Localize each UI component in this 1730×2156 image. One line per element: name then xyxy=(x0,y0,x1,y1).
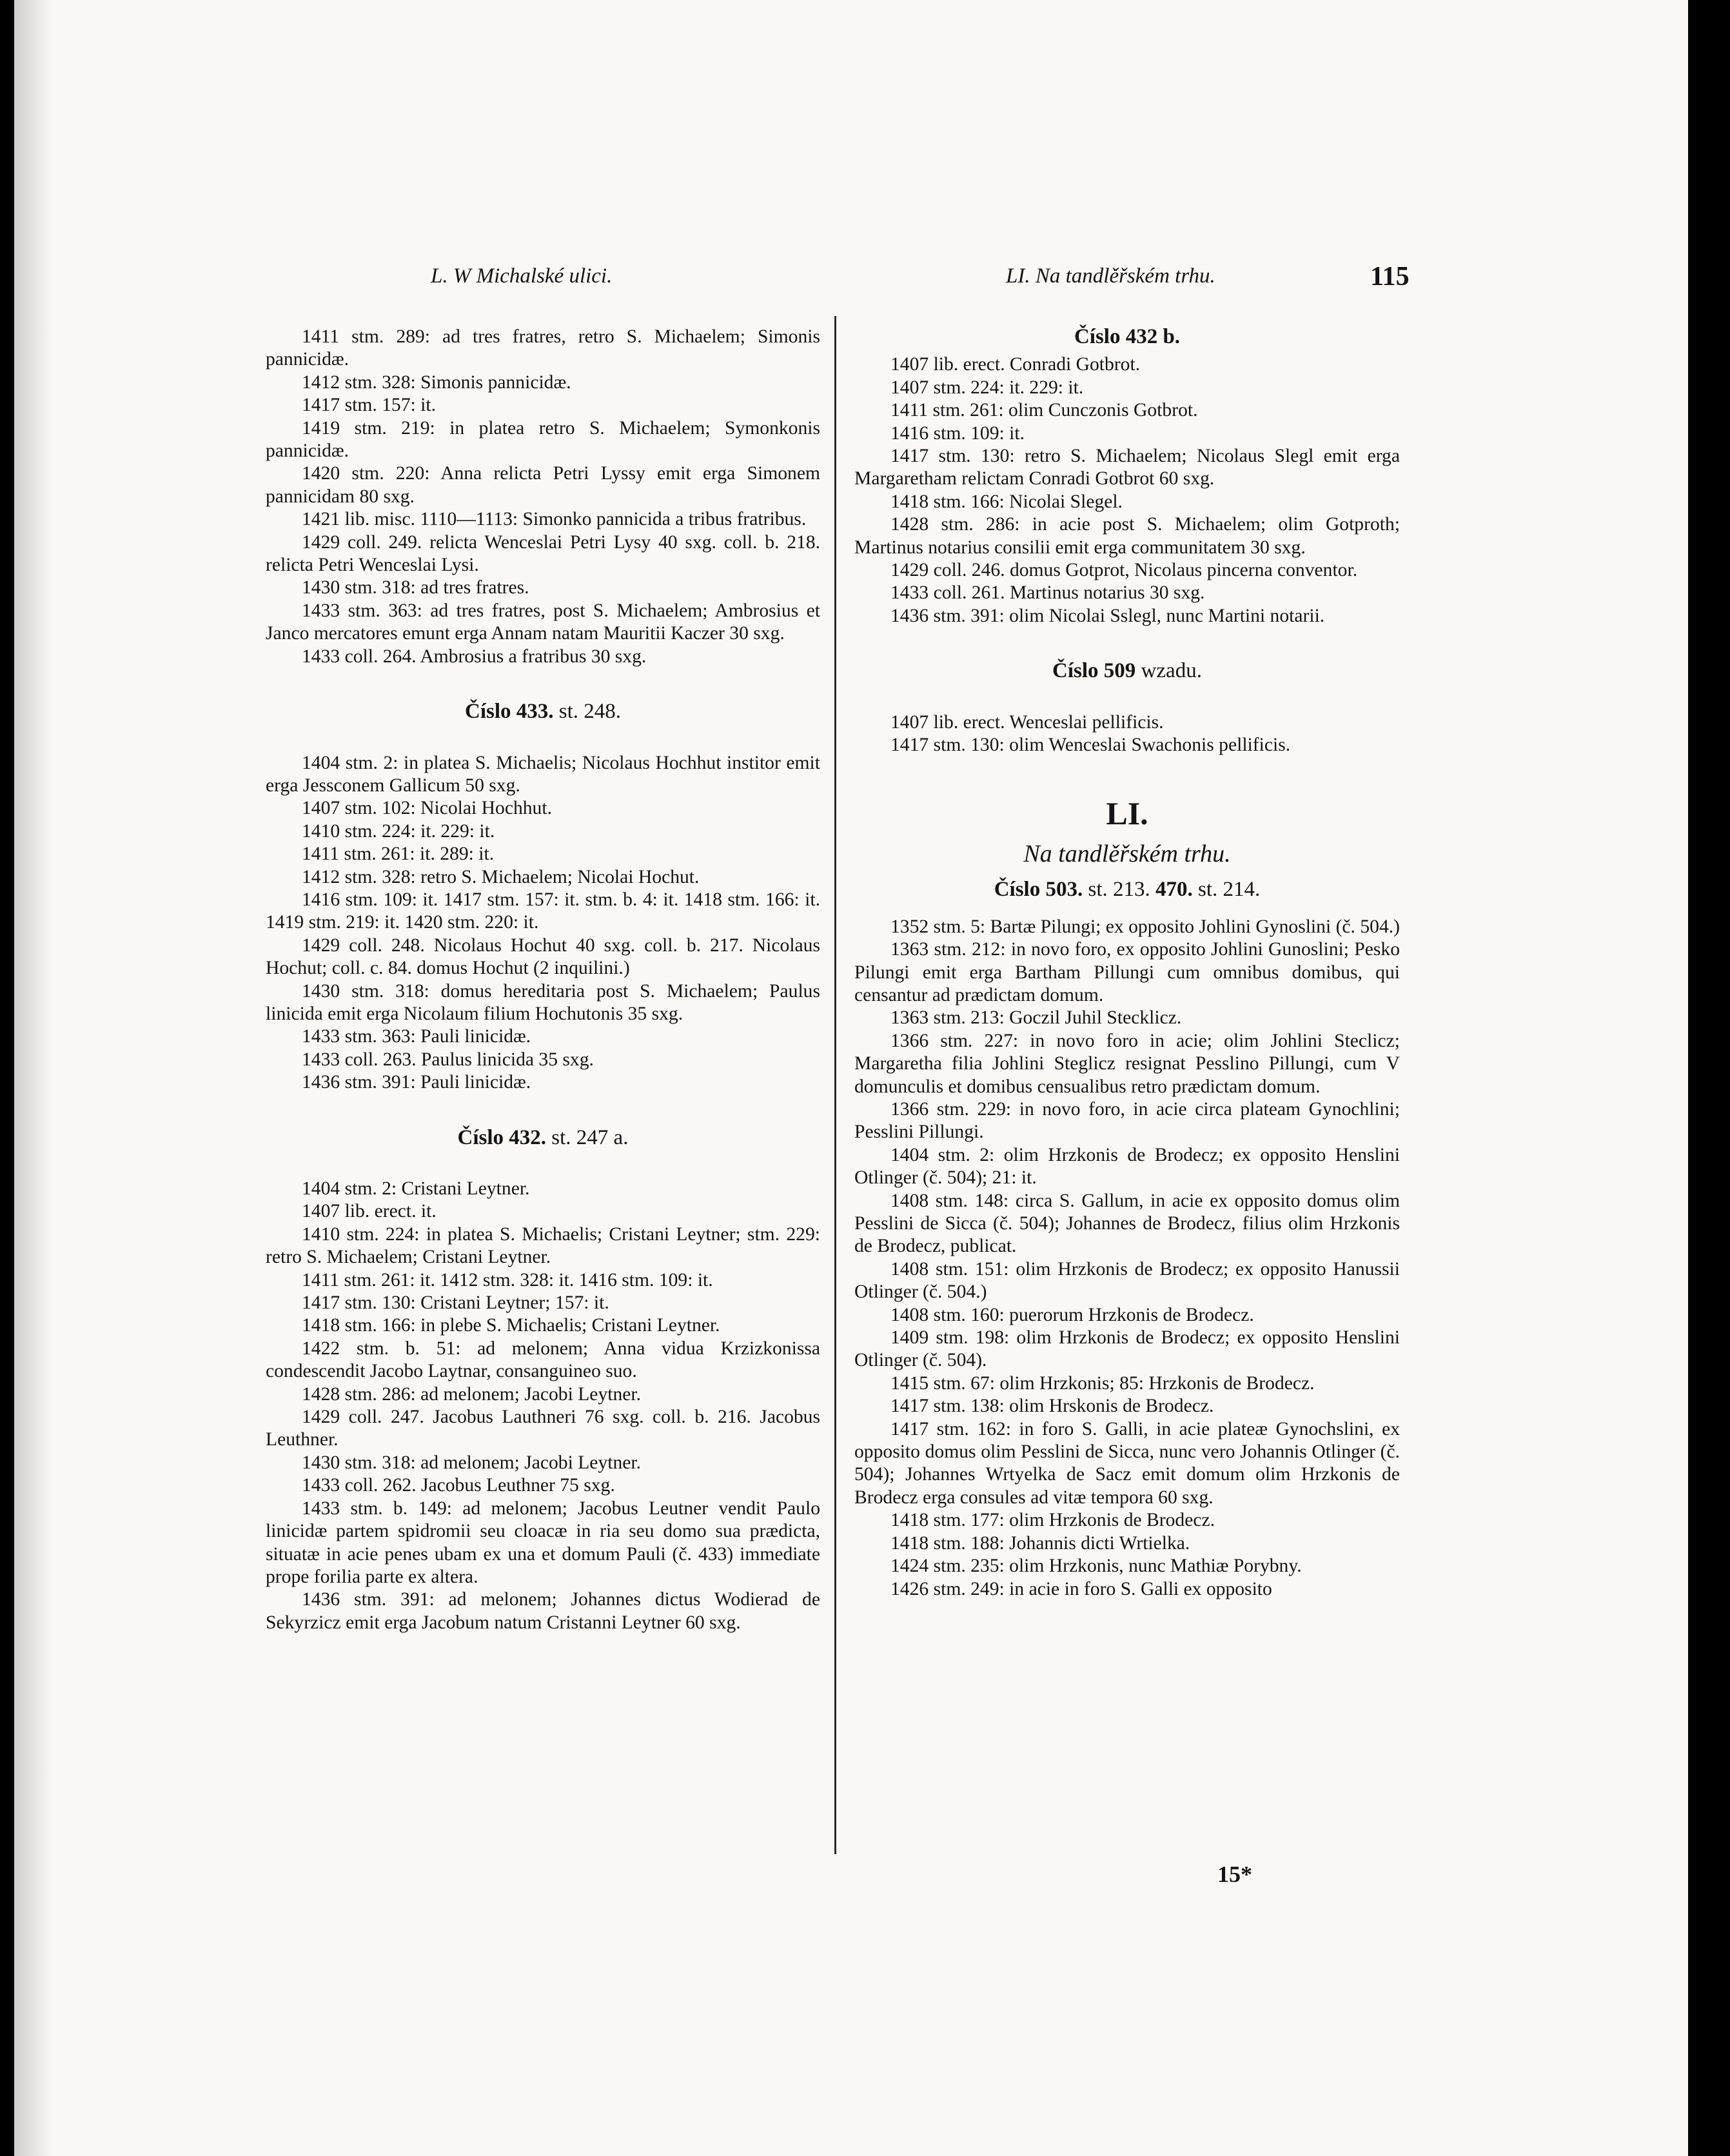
entry: 1417 stm. 157: it. xyxy=(302,395,436,416)
entry: 1424 stm. 235: olim Hrzkonis, nunc Mathiæ Porybny. xyxy=(890,1556,1302,1577)
entry: 1407 lib. erect. Conradi Gotbrot. xyxy=(890,354,1141,375)
entry: 1412 stm. 328: Simonis pannicidæ. xyxy=(302,371,571,393)
entry: 1416 stm. 109: it. 1417 stm. 157: it. stm. b. 4: it. 1418 stm. 166: it. 1419 stm. 219: it. 1420 stm. 220: it. xyxy=(266,889,820,933)
entry: 1407 lib. erect. it. xyxy=(302,1201,437,1222)
entry: 1409 stm. 198: olim Hrzkonis de Brodecz; ex opposito Henslini Otlinger (č. 504). xyxy=(854,1327,1400,1371)
section-heading-433 xyxy=(266,700,820,723)
entry: 1429 coll. 248. Nicolaus Hochut 40 sxg. coll. b. 217. Nicolaus Hochut; coll. c. 84. domus Hochut (2 inquilini.) xyxy=(266,935,820,979)
entry: 1404 stm. 2: Cristani Leytner. xyxy=(302,1178,530,1199)
section-number: Číslo 509 xyxy=(1052,659,1136,683)
right-column xyxy=(854,326,1400,1601)
entry: 1429 coll. 246. domus Gotprot, Nicolaus pincerna conventor. xyxy=(890,560,1358,581)
entry: 1433 coll. 262. Jacobus Leuthner 75 sxg. xyxy=(302,1475,615,1496)
entry: 1429 coll. 247. Jacobus Lauthneri 76 sxg. coll. b. 216. Jacobus Leuthner. xyxy=(266,1407,820,1450)
section-ref-secondary: st. 214. xyxy=(1198,878,1261,902)
left-column xyxy=(266,326,820,1634)
entry: 1416 stm. 109: it. xyxy=(890,422,1025,444)
entry: 1366 stm. 229: in novo foro, in acie circa plateam Gynochlini; Pesslini Pillungi. xyxy=(854,1098,1400,1143)
entry: 1430 stm. 318: ad melonem; Jacobi Leytner. xyxy=(302,1452,642,1473)
section-ref: st. 247 a. xyxy=(551,1125,629,1149)
entry: 1420 stm. 220: Anna relicta Petri Lyssy emit erga Simonem pannicidam 80 sxg. xyxy=(266,463,820,507)
entry: 1418 stm. 166: in plebe S. Michaelis; Cristani Leytner. xyxy=(302,1315,720,1336)
entry: 1410 stm. 224: it. 229: it. xyxy=(302,820,495,842)
intro-entries xyxy=(266,326,820,668)
running-header-left: L. W Michalské ulici. xyxy=(431,264,613,288)
running-header-right: LI. Na tandlěřském trhu. xyxy=(1006,264,1215,288)
section-ref: wzadu. xyxy=(1141,659,1202,683)
entry: 1428 stm. 286: ad melonem; Jacobi Leytner. xyxy=(302,1383,642,1405)
section-432-entries xyxy=(266,1178,820,1634)
entry: 1426 stm. 249: in acie in foro S. Galli ex opposito xyxy=(890,1578,1272,1599)
entry: 1419 stm. 219: in platea retro S. Michaelem; Symonkonis pannicidæ. xyxy=(266,417,820,462)
entry: 1433 coll. 264. Ambrosius a fratribus 30 sxg. xyxy=(302,646,647,667)
entry: 1366 stm. 227: in novo foro in acie; olim Johlini Steclicz; Margaretha filia Johlini Steglicz resignat Pesslino Pillungi, cum V domunculis et domibus censualibus retro prædictam domum. xyxy=(854,1030,1400,1097)
entry: 1411 stm. 289: ad tres fratres, retro S. Michaelem; Simonis pannicidæ. xyxy=(266,326,820,370)
entry: 1428 stm. 286: in acie post S. Michaelem; olim Gotproth; Martinus notarius consilii emit erga communitatem 30 sxg. xyxy=(854,514,1400,558)
section-heading-432 xyxy=(266,1127,820,1149)
section-433-entries xyxy=(266,752,820,1094)
section-number: Číslo 432. xyxy=(457,1125,547,1149)
chapter-title: Na tandlěřském trhu. xyxy=(1023,840,1231,867)
entry: 1422 stm. b. 51: ad melonem; Anna vidua Krzizkonissa condescendit Jacobo Laytnar, consanguineo suo. xyxy=(266,1338,820,1382)
entry: 1417 stm. 130: olim Wenceslai Swachonis pellificis. xyxy=(890,735,1291,756)
entry: 1430 stm. 318: ad tres fratres. xyxy=(302,577,529,598)
entry: 1417 stm. 138: olim Hrskonis de Brodecz. xyxy=(890,1396,1214,1417)
entry: 1417 stm. 162: in foro S. Galli, in acie plateæ Gynochslini, ex opposito domus olim Pesslini de Sicca, nunc vero Johannis Otlinger (č. 504); Johannes Wrtyelka de Sacz emit domum olim Hrzkonis de Brodecz erga consules ad vitæ tempora 60 sxg. xyxy=(854,1418,1400,1508)
entry: 1407 stm. 224: it. 229: it. xyxy=(890,377,1084,398)
entry: 1352 stm. 5: Bartæ Pilungi; ex opposito Johlini Gynoslini (č. 504.) xyxy=(890,916,1400,937)
entry: 1408 stm. 151: olim Hrzkonis de Brodecz; ex opposito Hanussii Otlinger (č. 504.) xyxy=(854,1258,1400,1303)
signature-mark: 15* xyxy=(1217,1861,1252,1887)
entry: 1410 stm. 224: in platea S. Michaelis; Cristani Leytner; stm. 229: retro S. Michaelem; Cristani Leytner. xyxy=(266,1223,820,1268)
page-binding-shadow xyxy=(14,0,53,2156)
entry: 1418 stm. 166: Nicolai Slegel. xyxy=(890,491,1123,512)
entry: 1429 coll. 249. relicta Wenceslai Petri Lysy 40 sxg. coll. b. 218. relicta Petri Wenceslai Lysi. xyxy=(266,531,820,576)
section-number: Číslo 503. xyxy=(994,878,1083,902)
section-heading-503 xyxy=(854,878,1400,901)
entry: 1433 coll. 261. Martinus notarius 30 sxg. xyxy=(890,582,1205,604)
entry: 1436 stm. 391: ad melonem; Johannes dictus Wodierad de Sekyrzicz emit erga Jacobum natum Cristanni Leytner 60 sxg. xyxy=(266,1589,820,1633)
entry: 1411 stm. 261: olim Cunczonis Gotbrot. xyxy=(890,400,1198,421)
entry: 1411 stm. 261: it. 289: it. xyxy=(302,844,495,865)
section-432b-entries xyxy=(854,353,1400,628)
entry: 1417 stm. 130: retro S. Michaelem; Nicolaus Slegl emit erga Margaretham relictam Conradi Gotbrot 60 sxg. xyxy=(854,446,1400,490)
entry: 1404 stm. 2: olim Hrzkonis de Brodecz; ex opposito Henslini Otlinger (č. 504); 21: it. xyxy=(854,1144,1400,1189)
entry: 1430 stm. 318: domus hereditaria post S. Michaelem; Paulus linicida emit erga Nicolaum filium Hochutonis 35 sxg. xyxy=(266,980,820,1024)
entry: 1408 stm. 160: puerorum Hrzkonis de Brodecz. xyxy=(890,1304,1254,1325)
entry: 1418 stm. 188: Johannis dicti Wrtielka. xyxy=(890,1532,1190,1554)
column-divider xyxy=(834,316,836,1854)
entry: 1417 stm. 130: Cristani Leytner; 157: it. xyxy=(302,1292,609,1314)
entry: 1407 lib. erect. Wenceslai pellificis. xyxy=(890,711,1164,733)
entry: 1363 stm. 213: Goczil Juhil Stecklicz. xyxy=(890,1007,1182,1029)
section-ref: st. 213. xyxy=(1088,878,1150,902)
section-number-secondary: 470. xyxy=(1155,878,1193,902)
section-ref: b. xyxy=(1163,325,1181,348)
section-number: Číslo 432 xyxy=(1074,325,1158,348)
section-ref: st. 248. xyxy=(558,700,622,724)
entry: 1418 stm. 177: olim Hrzkonis de Brodecz. xyxy=(890,1510,1215,1531)
entry: 1433 coll. 263. Paulus linicida 35 sxg. xyxy=(302,1049,594,1070)
section-heading-509 xyxy=(854,660,1400,682)
entry: 1433 stm. 363: Pauli linicidæ. xyxy=(302,1026,531,1047)
section-heading-432b xyxy=(854,326,1400,348)
section-503-entries xyxy=(854,916,1400,1601)
section-number: Číslo 433. xyxy=(464,700,554,724)
entry: 1404 stm. 2: in platea S. Michaelis; Nicolaus Hochhut institor emit erga Jessconem Gallicum 50 sxg. xyxy=(266,752,820,796)
entry: 1433 stm. b. 149: ad melonem; Jacobus Leutner vendit Paulo linicidæ partem spidromii seu cloacæ in ria seu domo sua prædicta, situatæ in acie penes ubam ex una et domum Pauli (č. 433) immediate prope forilia parte ex altera. xyxy=(266,1498,820,1587)
section-509-entries xyxy=(854,711,1400,757)
entry: 1421 lib. misc. 1110—1113: Simonko pannicida a tribus fratribus. xyxy=(302,509,807,530)
entry: 1436 stm. 391: Pauli linicidæ. xyxy=(302,1072,531,1093)
entry: 1433 stm. 363: ad tres fratres, post S. Michaelem; Ambrosius et Janco mercatores emunt erga Annam natam Mauritii Kaczer 30 sxg. xyxy=(266,600,820,644)
page-number: 115 xyxy=(1370,262,1410,292)
chapter-numeral: LI. xyxy=(1106,795,1148,831)
entry: 1407 stm. 102: Nicolai Hochhut. xyxy=(302,798,552,819)
entry: 1408 stm. 148: circa S. Gallum, in acie ex opposito domus olim Pesslini de Sicca (č. 504); Johannes de Brodecz, filius olim Hrzkonis de Brodecz, publicat. xyxy=(854,1190,1400,1257)
entry: 1412 stm. 328: retro S. Michaelem; Nicolai Hochut. xyxy=(302,866,700,887)
entry: 1411 stm. 261: it. 1412 stm. 328: it. 1416 stm. 109: it. xyxy=(302,1269,713,1291)
entry: 1363 stm. 212: in novo foro, ex opposito Johlini Gunoslini; Pesko Pilungi emit erga Bartham Pillungi cum omnibus domibus, qui censantur ad prædictam domum. xyxy=(854,939,1400,1005)
entry: 1436 stm. 391: olim Nicolai Sslegl, nunc Martini notarii. xyxy=(890,605,1325,626)
entry: 1415 stm. 67: olim Hrzkonis; 85: Hrzkonis de Brodecz. xyxy=(890,1372,1315,1394)
